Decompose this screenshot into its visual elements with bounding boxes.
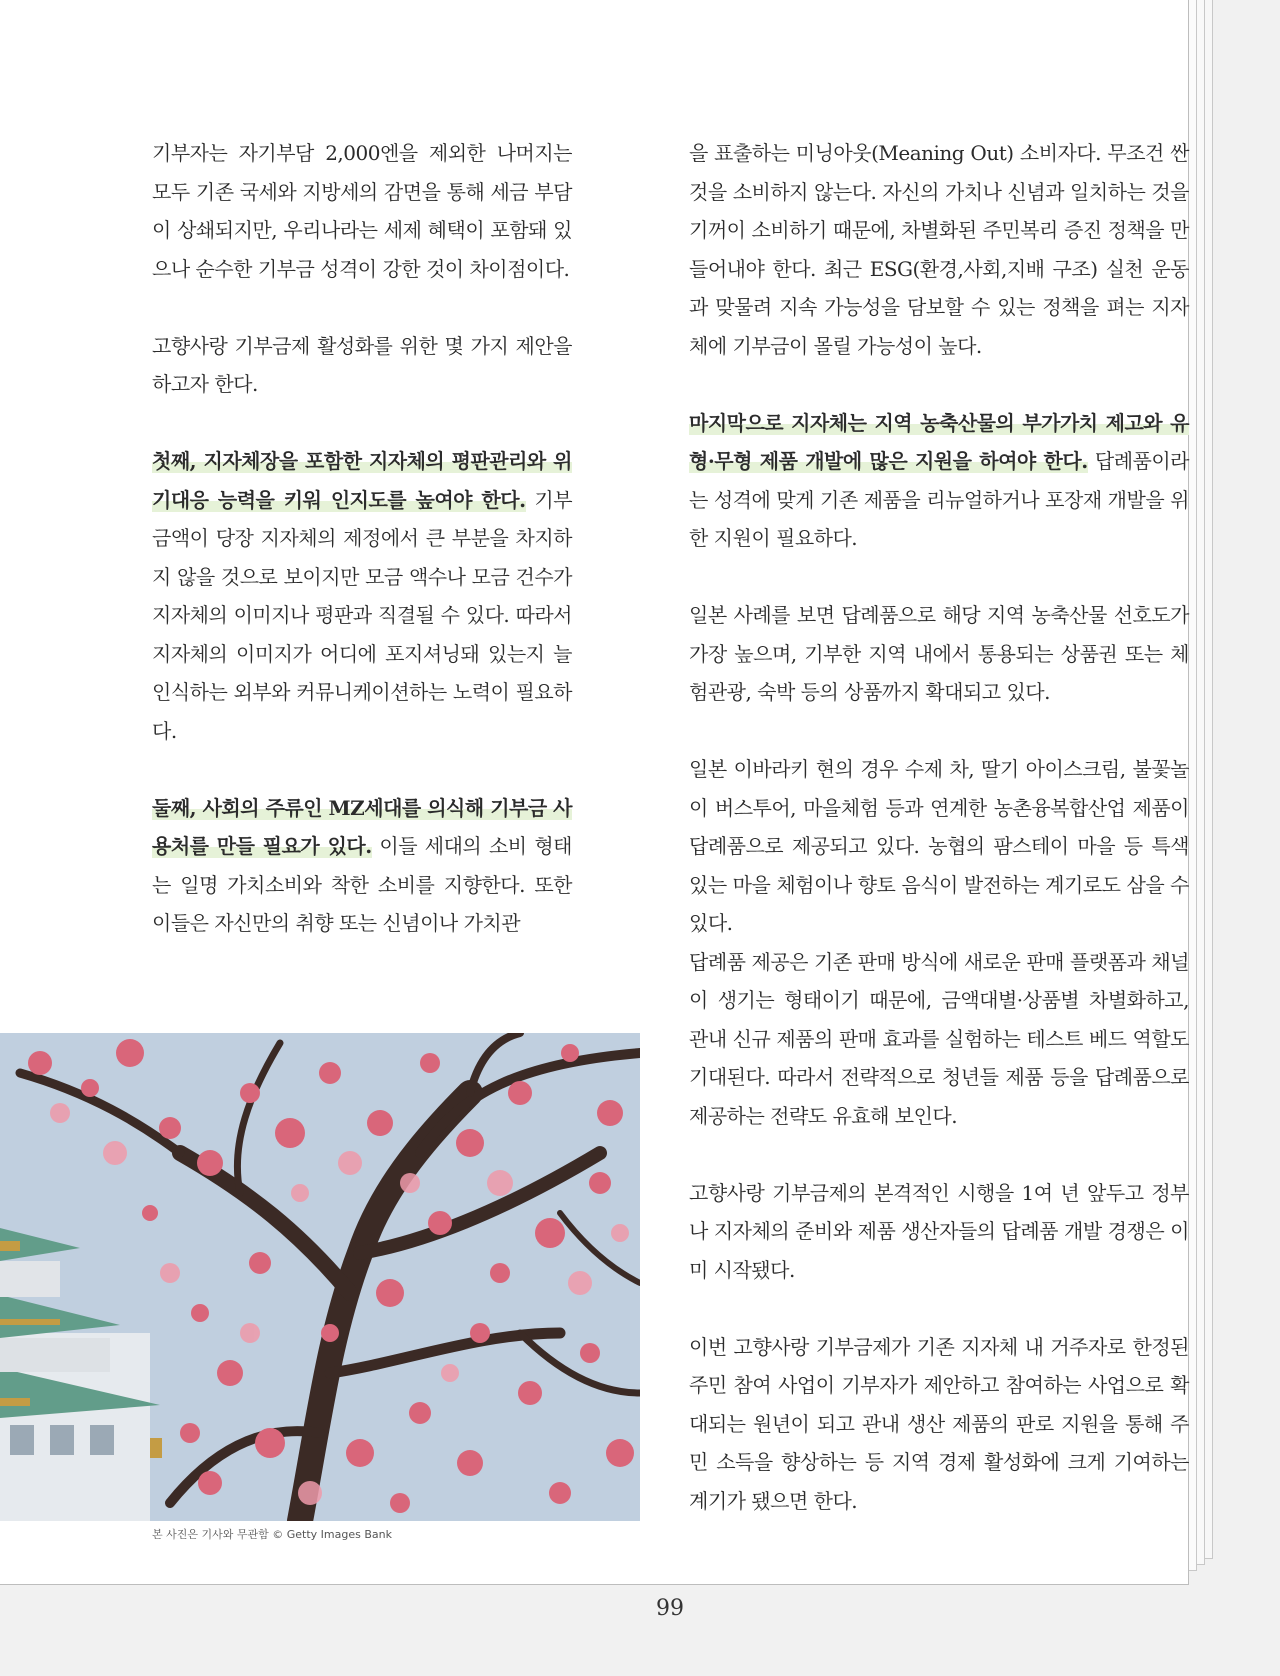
page-number: 99 [656, 1596, 684, 1621]
photo-illustration [0, 1033, 640, 1521]
paragraph-text: 답례품이라는 성격에 맞게 기존 제품을 리뉴얼하거나 포장재 개발을 위한 지원이 필요하다. [689, 449, 1189, 550]
paragraph: 기부자는 자기부담 2,000엔을 제외한 나머지는 모두 기존 국세와 지방세의 감면을 통해 세금 부담이 상쇄되지만, 우리나라는 세제 혜택이 포함돼 있으나 순수한 기부금 성격이 강한 것이 차이점이다. [152, 141, 572, 281]
paragraph: 이번 고향사랑 기부금제가 기존 지자체 내 거주자로 한정된 주민 참여 사업이 기부자가 제안하고 참여하는 사업으로 확대되는 원년이 되고 관내 생산 제품의 판로 지원을 통해 주민 소득을 향상하는 등 지역 경제 활성화에 크게 기여하는 계기가 됐으면 한다. [689, 1334, 1189, 1513]
photo-credit: 본 사진은 기사와 무관함 © Getty Images Bank [152, 1528, 392, 1541]
left-text-column [152, 134, 572, 943]
paragraph [689, 404, 1189, 558]
paragraph [152, 442, 572, 750]
right-text-column [689, 134, 1189, 1520]
highlighted-text: 둘째, 사회의 주류인 MZ세대를 의식해 기부금 사용처를 만들 필요가 있다. [152, 795, 572, 858]
highlighted-text: 첫째, 지자체장을 포함한 지자체의 평판관리와 위기대응 능력을 키워 인지도를 높여야 한다. [152, 449, 572, 512]
paragraph: 일본 이바라키 현의 경우 수제 차, 딸기 아이스크림, 불꽃놀이 버스투어, 마을체험 등과 연계한 농촌융복합산업 제품이 답례품으로 제공되고 있다. 농협의 팜스테이 마을 등 특색 있는 마을 체험이나 향토 음식이 발전하는 계기로도 삼을 수 있다. [689, 757, 1189, 935]
paragraph: 답례품 제공은 기존 판매 방식에 새로운 판매 플랫폼과 채널이 생기는 형태이기 때문에, 금액대별·상품별 차별화하고, 관내 신규 제품의 판매 효과를 실험하는 테스트 베드 역할도 기대된다. 따라서 전략적으로 청년들 제품 등을 답례품으로 제공하는 전략도 유효해 보인다. [689, 949, 1189, 1128]
paragraph: 고향사랑 기부금제의 본격적인 시행을 1여 년 앞두고 정부나 지자체의 준비와 제품 생산자들의 답례품 개발 경쟁은 이미 시작됐다. [689, 1180, 1189, 1282]
paragraph-text: 이들 세대의 소비 형태는 일명 가치소비와 착한 소비를 지향한다. 또한 이들은 자신만의 취향 또는 신념이나 가치관 [152, 834, 572, 935]
paragraph: 일본 사례를 보면 답례품으로 해당 지역 농축산물 선호도가 가장 높으며, 기부한 지역 내에서 통용되는 상품권 또는 체험관광, 숙박 등의 상품까지 확대되고 있다. [689, 603, 1189, 704]
page-edge [1196, 0, 1205, 1565]
highlighted-text: 마지막으로 지자체는 지역 농축산물의 부가가치 제고와 유형·무형 제품 개발에 많은 지원을 하여야 한다. [689, 410, 1189, 473]
paragraph: 고향사랑 기부금제 활성화를 위한 몇 가지 제안을 하고자 한다. [152, 333, 572, 396]
page-edge [1188, 0, 1197, 1571]
paragraph-text: 기부금액이 당장 지자체의 제정에서 큰 부분을 차지하지 않을 것으로 보이지만 모금 액수나 모금 건수가 지자체의 이미지나 평판과 직결될 수 있다. 따라서 지자체의 이미지가 어디에 포지셔닝돼 있는지 늘 인식하는 외부와 커뮤니케이션하는 노력이 필요하다. [152, 487, 573, 743]
cherry-blossom-castle-photo [0, 1033, 640, 1521]
paragraph: 을 표출하는 미닝아웃(Meaning Out) 소비자다. 무조건 싼 것을 소비하지 않는다. 자신의 가치나 신념과 일치하는 것을 기꺼이 소비하기 때문에, 차별화된 주민복리 증진 정책을 만들어내야 한다. 최근 ESG(환경,사회,지배 구조) 실천 운동과 맞물려 지속 가능성을 담보할 수 있는 정책을 펴는 지자체에 기부금이 몰릴 가능성이 높다. [689, 141, 1189, 358]
page-edge [1204, 0, 1213, 1559]
paragraph [152, 789, 572, 943]
